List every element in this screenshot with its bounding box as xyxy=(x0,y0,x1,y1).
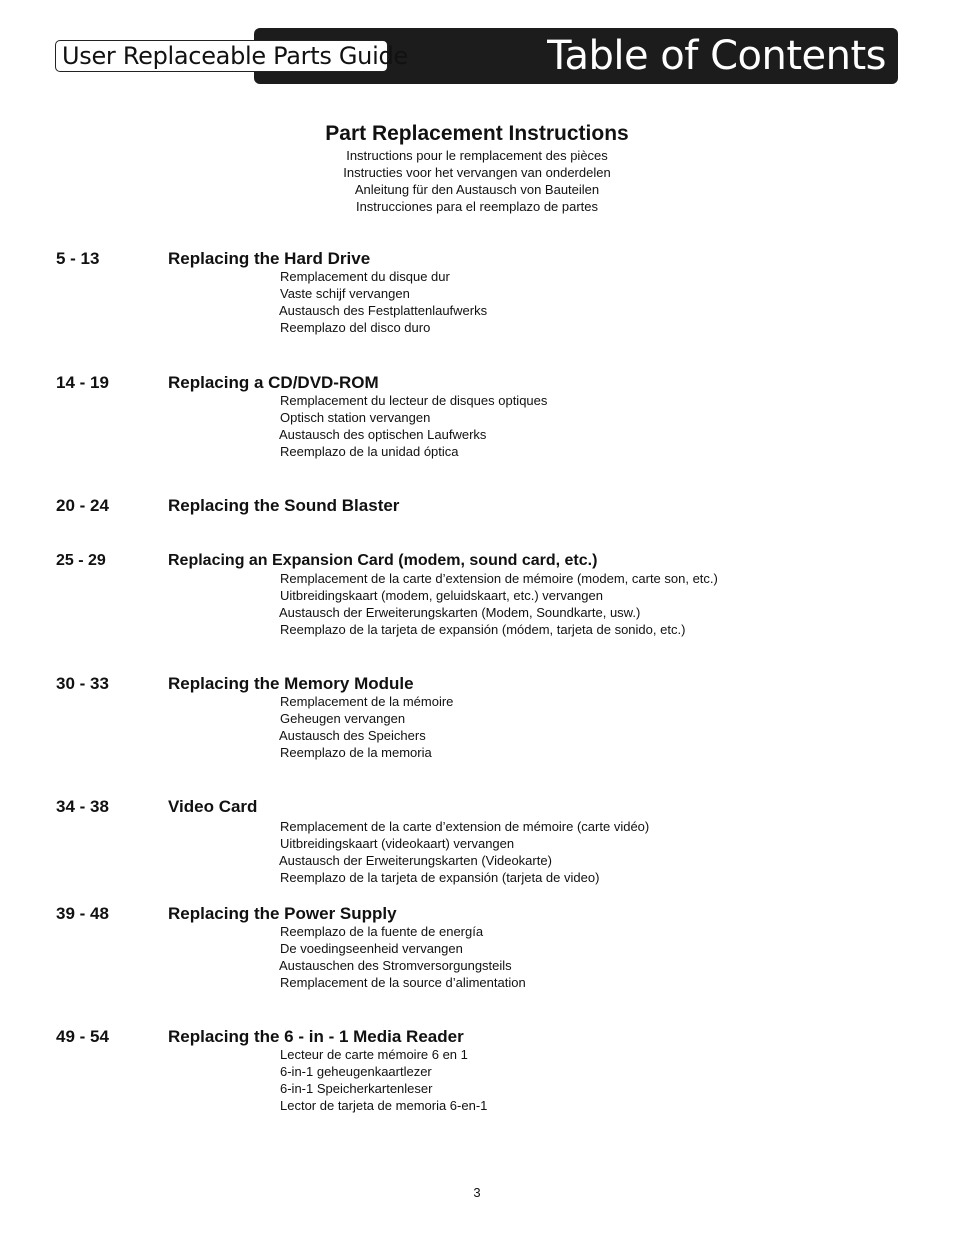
page-range: 20 - 24 xyxy=(56,496,109,515)
page-range: 49 - 54 xyxy=(56,1027,109,1046)
entry-heading: Video Card xyxy=(168,797,258,816)
translation-line: Austauschen des Stromversorgungsteils xyxy=(279,958,512,973)
translation-line: Remplacement de la carte d’extension de mémoire (modem, carte son, etc.) xyxy=(280,571,718,586)
entry-heading: Replacing an Expansion Card (modem, sound card, etc.) xyxy=(168,552,598,569)
translation-line: De voedingseenheid vervangen xyxy=(280,941,463,956)
translation-line: Remplacement de la mémoire xyxy=(280,694,454,709)
translation-line: Austausch des optischen Laufwerks xyxy=(279,427,487,442)
intro-subtitle-fr: Instructions pour le remplacement des pièces xyxy=(346,148,608,163)
translation-line: Remplacement de la carte d’extension de mémoire (carte vidéo) xyxy=(280,819,650,834)
entry-translations xyxy=(280,570,718,638)
translation-line: Optisch station vervangen xyxy=(280,410,431,425)
page-title: Table of Contents xyxy=(547,33,886,79)
intro-subtitle-es: Instrucciones para el reemplazo de partes xyxy=(355,199,599,214)
entry-heading: Replacing the Power Supply xyxy=(168,904,397,923)
intro-subtitle-de: Anleitung für den Austausch von Bauteilen xyxy=(354,182,600,197)
translation-line: Reemplazo del disco duro xyxy=(280,320,431,335)
entry-heading: Replacing a CD/DVD-ROM xyxy=(168,373,379,392)
translation-line: Lecteur de carte mémoire 6 en 1 xyxy=(280,1047,468,1062)
page-range: 34 - 38 xyxy=(56,797,109,816)
page-range: 14 - 19 xyxy=(56,373,109,392)
translation-line: Reemplazo de la unidad óptica xyxy=(280,444,459,459)
translation-line: Reemplazo de la tarjeta de expansión (módem, tarjeta de sonido, etc.) xyxy=(280,622,686,637)
translation-line: Reemplazo de la tarjeta de expansión (tarjeta de video) xyxy=(280,870,600,885)
translation-line: Austausch der Erweiterungskarten (Modem, Soundkarte, usw.) xyxy=(279,605,641,620)
guide-title: User Replaceable Parts Guide xyxy=(55,40,388,72)
translation-line: 6-in-1 Speicherkartenleser xyxy=(280,1081,433,1096)
translation-line: Austausch des Speichers xyxy=(279,728,426,743)
translation-line: Remplacement du disque dur xyxy=(280,269,450,284)
intro-subtitle-nl: Instructies voor het vervangen van onderdelen xyxy=(343,165,611,180)
translation-line: Lector de tarjeta de memoria 6-en-1 xyxy=(280,1098,488,1113)
entry-translations xyxy=(280,693,453,761)
page-number: 3 xyxy=(473,1185,481,1200)
page-range: 30 - 33 xyxy=(56,674,109,693)
entry-heading: Replacing the Memory Module xyxy=(168,674,414,693)
entry-heading: Replacing the Sound Blaster xyxy=(168,496,400,515)
page-range: 39 - 48 xyxy=(56,904,109,923)
translation-line: Austausch des Festplattenlaufwerks xyxy=(279,303,488,318)
translation-line: Uitbreidingskaart (modem, geluidskaart, etc.) vervangen xyxy=(280,588,603,603)
entry-heading: Replacing the Hard Drive xyxy=(168,249,371,268)
translation-line: Uitbreidingskaart (videokaart) vervangen xyxy=(280,836,515,851)
translation-line: Vaste schijf vervangen xyxy=(280,286,410,301)
translation-line: Remplacement du lecteur de disques optiques xyxy=(280,393,548,408)
page-range: 25 - 29 xyxy=(56,552,106,569)
entry-translations xyxy=(280,392,547,460)
entry-translations xyxy=(280,818,649,886)
intro-title: Part Replacement Instructions xyxy=(325,122,629,145)
entry-translations xyxy=(280,923,526,991)
translation-line: Geheugen vervangen xyxy=(280,711,406,726)
entry-translations xyxy=(280,268,487,336)
translation-line: 6-in-1 geheugenkaartlezer xyxy=(280,1064,432,1079)
translation-line: Reemplazo de la memoria xyxy=(280,745,432,760)
page-range: 5 - 13 xyxy=(56,249,100,268)
entry-translations xyxy=(280,1046,487,1114)
translation-line: Austausch der Erweiterungskarten (Videokarte) xyxy=(279,853,552,868)
intro-block xyxy=(0,121,954,215)
entry-heading: Replacing the 6 - in - 1 Media Reader xyxy=(168,1027,464,1046)
translation-line: Reemplazo de la fuente de energía xyxy=(280,924,484,939)
translation-line: Remplacement de la source d’alimentation xyxy=(280,975,526,990)
